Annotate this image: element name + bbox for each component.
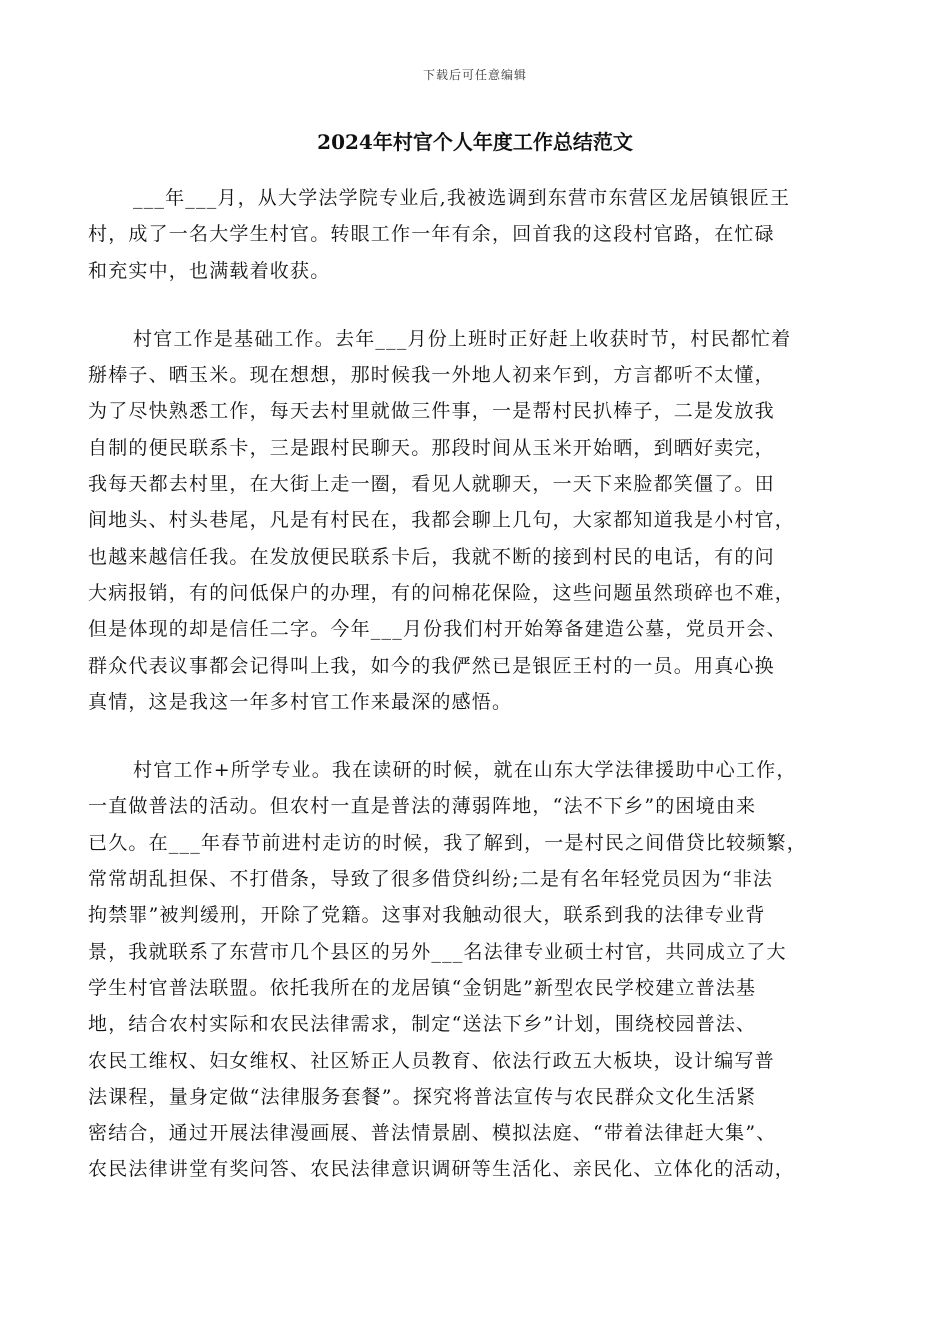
paragraph-line: 拘禁罪”被判缓刑，开除了党籍。这事对我触动很大，联系到我的法律专业背 [88,904,766,927]
paragraph-1 [88,180,863,289]
paragraph-line: 密结合，通过开展法律漫画展、普法情景剧、模拟法庭、“带着法律赶大集”、 [88,1122,777,1145]
paragraph-line: 掰棒子、晒玉米。现在想想，那时候我一外地人初来乍到，方言都听不太懂， [88,364,775,387]
paragraph-line: 一直做普法的活动。但农村一直是普法的薄弱阵地，“法不下乡”的困境由来 [88,795,757,818]
paragraph-line: 间地头、村头巷尾，凡是有村民在，我都会聊上几句，大家都知道我是小村官， [88,509,796,532]
paragraph-line: 农民法律讲堂有奖问答、农民法律意识调研等生活化、亲民化、立体化的活动， [88,1158,796,1181]
paragraph-line: 景，我就联系了东营市几个县区的另外___名法律专业硕士村官，共同成立了大 [88,940,787,963]
paragraph-line: 村官工作+所学专业。我在读研的时候，就在山东大学法律援助中心工作， [133,759,797,782]
paragraph-line: 地，结合农村实际和农民法律需求，制定“送法下乡”计划，围绕校园普法、 [88,1013,757,1036]
paragraph-line: 但是体现的却是信任二字。今年___月份我们村开始筹备建造公墓，党员开会、 [88,618,787,641]
paragraph-line: 农民工维权、妇女维权、社区矫正人员教育、依法行政五大板块，设计编写普 [88,1049,775,1072]
paragraph-line: 已久。在___年春节前进村走访的时候，我了解到，一是村民之间借贷比较频繁， [88,831,807,854]
paragraph-line: 村官工作是基础工作。去年___月份上班时正好赶上收获时节，村民都忙着 [133,327,792,350]
paragraph-line: 村，成了一名大学生村官。转眼工作一年有余，回首我的这段村官路，在忙碌 [88,223,775,246]
paragraph-line: 我每天都去村里，在大街上走一圈，看见人就聊天，一天下来脸都笑僵了。田 [88,473,775,496]
paragraph-line: 为了尽快熟悉工作，每天去村里就做三件事，一是帮村民扒棒子，二是发放我 [88,400,775,423]
paragraph-line: ___年___月，从大学法学院专业后,我被选调到东营市东营区龙居镇银匠王 [133,187,791,209]
paragraph-line: 学生村官普法联盟。依托我所在的龙居镇“金钥匙”新型农民学校建立普法基 [88,976,757,999]
paragraph-line: 法课程，量身定做“法律服务套餐”。探究将普法宣传与农民群众文化生活紧 [88,1085,757,1108]
paragraph-line: 也越来越信任我。在发放便民联系卡后，我就不断的接到村民的电话，有的问 [88,545,775,568]
document-title: 2024年村官个人年度工作总结范文 [317,130,633,154]
paragraph-2 [88,321,863,720]
header-note: 下载后可任意编辑 [422,68,527,82]
paragraph-line: 群众代表议事都会记得叫上我，如今的我俨然已是银匠王村的一员。用真心换 [88,654,775,677]
paragraph-line: 常常胡乱担保、不打借条，导致了很多借贷纠纷;二是有名年轻党员因为“非法 [88,868,774,891]
paragraph-line: 真情，这是我这一年多村官工作来最深的感悟。 [88,690,513,713]
paragraph-line: 和充实中，也满载着收获。 [88,259,331,282]
paragraph-3 [88,752,863,1188]
paragraph-line: 自制的便民联系卡，三是跟村民聊天。那段时间从玉米开始晒，到晒好卖完， [88,436,775,459]
paragraph-line: 大病报销，有的问低保户的办理，有的问棉花保险，这些问题虽然琐碎也不难， [88,581,796,604]
document-body [88,180,863,1220]
